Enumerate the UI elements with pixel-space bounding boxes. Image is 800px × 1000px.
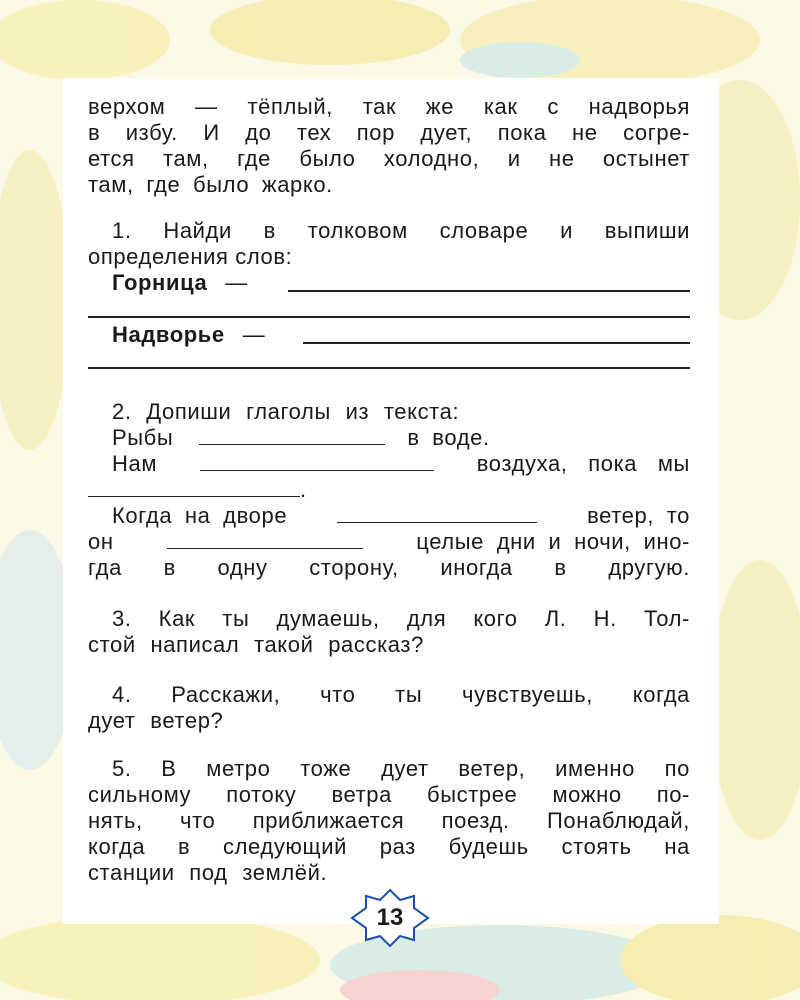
intro-line-3: ется там, где было холодно, и не остынет xyxy=(88,146,690,171)
task3-line-1: 3. Как ты думаешь, для кого Л. Н. Тол- xyxy=(112,606,690,631)
task2-l5-start: он xyxy=(88,529,114,554)
answer-line-nadvorye-1[interactable] xyxy=(303,342,690,344)
answer-line-gornitsa-1[interactable] xyxy=(288,290,690,292)
task1-row-nadvorye xyxy=(112,322,265,348)
task5-line-1: 5. В метро тоже дует ветер, именно по xyxy=(112,756,690,781)
task2-l1-start: Рыбы xyxy=(112,425,174,450)
blank-2[interactable] xyxy=(200,452,434,471)
page-number: 13 xyxy=(376,904,404,931)
dash: — xyxy=(242,322,266,347)
blank-5[interactable] xyxy=(167,530,363,549)
task5-line-5: станции под землёй. xyxy=(88,860,328,885)
answer-line-gornitsa-2[interactable] xyxy=(88,316,690,318)
blank-3[interactable] xyxy=(88,478,300,497)
task4-line-1: 4. Расскажи, что ты чувствуешь, когда xyxy=(112,682,690,707)
task2-l2-start: Нам xyxy=(112,451,158,476)
task2-line-6: гда в одну сторону, иногда в другую. xyxy=(88,555,690,580)
task4-line-2: дует ветер? xyxy=(88,708,224,733)
task2-line-5 xyxy=(88,529,690,555)
blank-4[interactable] xyxy=(337,504,537,523)
task5-line-2: сильному потоку ветра быстрее можно по- xyxy=(88,782,690,807)
intro-line-4: там, где было жарко. xyxy=(88,172,333,197)
task2-l5-end: целые дни и ночи, ино- xyxy=(416,529,690,554)
task2-line-4 xyxy=(112,503,690,529)
task2-l2-end: воздуха, пока мы xyxy=(476,451,690,476)
task2-l3-end: . xyxy=(300,477,307,502)
task1-line-1: 1. Найди в толковом словаре и выпиши xyxy=(112,218,690,243)
answer-line-nadvorye-2[interactable] xyxy=(88,367,690,369)
task3-line-2: стой написал такой рассказ? xyxy=(88,632,424,657)
blank-1[interactable] xyxy=(199,426,385,445)
dash: — xyxy=(225,270,248,295)
intro-line-1: верхом — тёплый, так же как с надворья xyxy=(88,94,690,119)
task2-l4-start: Когда на дворе xyxy=(112,503,288,528)
task2-l1-end: в воде. xyxy=(407,425,490,450)
task2-line-2 xyxy=(112,451,690,477)
task2-title: 2. Допиши глаголы из текста: xyxy=(112,399,460,424)
task2-line-3 xyxy=(88,477,307,503)
task1-row-gornitsa xyxy=(112,270,248,296)
word-nadvorye: Надворье xyxy=(112,322,225,347)
task1-line-2: определения слов: xyxy=(88,244,293,269)
task2-line-1 xyxy=(112,425,490,451)
task5-line-3: нять, что приближается поезд. Понаблюдай, xyxy=(88,808,690,833)
word-gornitsa: Горница xyxy=(112,270,208,295)
intro-line-2: в избу. И до тех пор дует, пока не согре- xyxy=(88,120,690,145)
task5-line-4: когда в следующий раз будешь стоять на xyxy=(88,834,690,859)
task2-l4-end: ветер, то xyxy=(587,503,690,528)
